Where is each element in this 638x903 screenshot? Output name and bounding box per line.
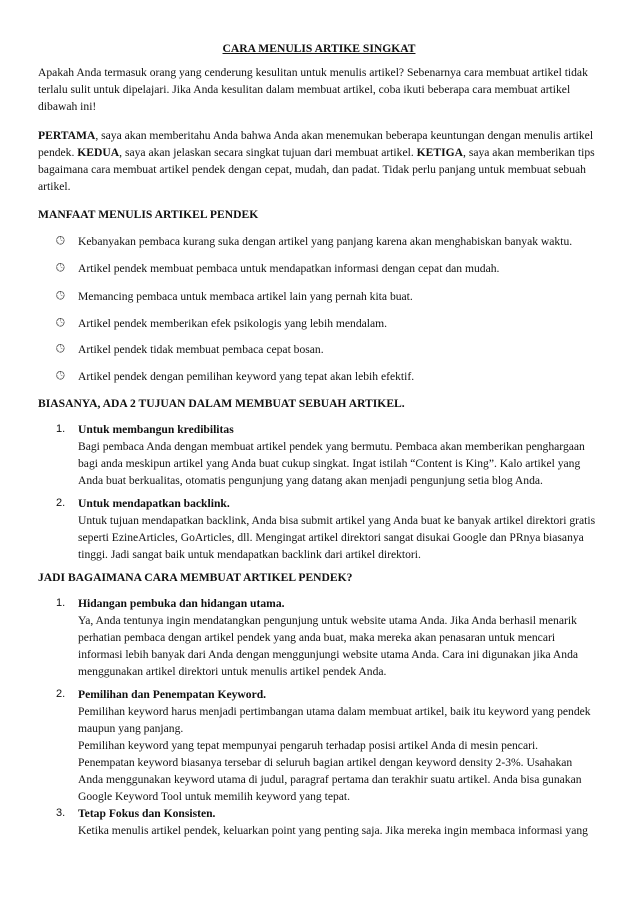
clock-icon: 🕒︎ <box>56 343 65 355</box>
overview-text-3: , saya akan memberikan tips bagaimana cara membuat artikel pendek dengan cepat, mudah, dan padat. Tidak perlu panjang untuk membuat sebuah artikel. <box>38 146 595 193</box>
item-body: Untuk tujuan mendapatkan backlink, Anda bisa submit artikel yang Anda buat ke banyak artikel direktori gratis seperti EzineArticles, GoArticles, dll. Mengingat artikel direktori sangat disukai Google dan PRnya biasanya tinggi. Jadi sangat baik untuk mendapatkan backlink dari artikel direktori. <box>78 514 596 561</box>
clock-icon: 🕒︎ <box>56 235 65 247</box>
keyword-pertama: PERTAMA <box>38 129 96 142</box>
keyword-kedua: KEDUA <box>77 146 120 159</box>
item-title: Untuk mendapatkan backlink. <box>78 497 230 510</box>
clock-icon: 🕒︎ <box>56 262 65 274</box>
item-body-line: Pemilihan keyword yang tepat mempunyai pengaruh terhadap posisi artikel Anda di mesin pencari. Penempatan keyword biasanya tersebar di seluruh bagian artikel dengan keyword density 2-3%. Usahakan Anda menggunakan keyword utama di judul, paragraf pertama dan terakhir suatu artikel. Anda bisa gunakan Google Keyword Tool untuk memilih keyword yang tepat. <box>78 739 582 803</box>
item-body <box>78 703 596 805</box>
section-heading-manfaat: MANFAAT MENULIS ARTIKEL PENDEK <box>38 208 259 221</box>
item-body: Ya, Anda tentunya ingin mendatangkan pengunjung untuk website utama Anda. Jika Anda berhasil menarik perhatian pembaca dengan artikel pendek yang anda buat, maka mereka akan penasaran untuk mencari informasi lebih banyak dari Anda dengan menggunjungi website utama Anda. Cara ini digunakan jika Anda menggunakan artikel direktori untuk menulis artikel pendek Anda. <box>78 614 579 678</box>
item-title: Tetap Fokus dan Konsisten. <box>78 807 216 820</box>
list-item-text: Kebanyakan pembaca kurang suka dengan artikel yang panjang karena akan menghabiskan banyak waktu. <box>78 235 573 248</box>
overview-text-2: , saya akan jelaskan secara singkat tujuan dari membuat artikel. <box>119 146 417 159</box>
clock-icon: 🕒︎ <box>56 317 65 329</box>
item-title: Hidangan pembuka dan hidangan utama. <box>78 597 285 610</box>
keyword-ketiga: KETIGA <box>416 146 464 159</box>
list-item-text: Artikel pendek dengan pemilihan keyword yang tepat akan lebih efektif. <box>78 370 415 383</box>
list-item-text: Artikel pendek membuat pembaca untuk mendapatkan informasi dengan cepat dan mudah. <box>78 262 500 275</box>
list-item-text: Artikel pendek memberikan efek psikologis yang lebih mendalam. <box>78 317 388 330</box>
overview-paragraph <box>38 127 600 195</box>
list-item-text: Memancing pembaca untuk membaca artikel lain yang pernah kita buat. <box>78 290 413 303</box>
item-body-line: Pemilihan keyword harus menjadi pertimbangan utama dalam membuat artikel, baik itu keyword yang pendek maupun yang panjang. <box>78 705 591 735</box>
overview-text-1: , saya akan memberitahu Anda bahwa Anda akan menemukan beberapa keuntungan dengan menulis artikel pendek. <box>38 129 594 159</box>
clock-icon: 🕒︎ <box>56 290 65 302</box>
item-number: 1. <box>56 597 66 609</box>
document-title: CARA MENULIS ARTIKE SINGKAT <box>222 42 416 55</box>
list-item-text: Artikel pendek tidak membuat pembaca cepat bosan. <box>78 343 324 356</box>
section-heading-tujuan: BIASANYA, ADA 2 TUJUAN DALAM MEMBUAT SEBUAH ARTIKEL. <box>38 397 405 410</box>
intro-paragraph: Apakah Anda termasuk orang yang cenderung kesulitan untuk menulis artikel? Sebenarnya cara membuat artikel tidak terlalu sulit untuk dipelajari. Jika Anda kesulitan dalam membuat artikel, coba ikuti beberapa cara membuat artikel dibawah ini! <box>38 66 588 113</box>
item-number: 3. <box>56 807 66 819</box>
item-number: 2. <box>56 497 66 509</box>
item-number: 2. <box>56 688 66 700</box>
clock-icon: 🕒︎ <box>56 370 65 382</box>
item-number: 1. <box>56 423 66 435</box>
item-body: Bagi pembaca Anda dengan membuat artikel pendek yang bermutu. Pembaca akan memberikan penghargaan bagi anda meskipun artikel yang Anda buat cukup singkat. Ingat istilah “Content is King”. Kalo artikel yang Anda buat berkualitas, otomatis pengunjung yang datang akan menjadi pengunjung setia blog Anda. <box>78 440 585 487</box>
item-body: Ketika menulis artikel pendek, keluarkan point yang penting saja. Jika mereka ingin membaca informasi yang <box>78 824 588 837</box>
item-title: Pemilihan dan Penempatan Keyword. <box>78 688 267 701</box>
section-heading-cara: JADI BAGAIMANA CARA MEMBUAT ARTIKEL PENDEK? <box>38 571 353 584</box>
item-title: Untuk membangun kredibilitas <box>78 423 234 436</box>
